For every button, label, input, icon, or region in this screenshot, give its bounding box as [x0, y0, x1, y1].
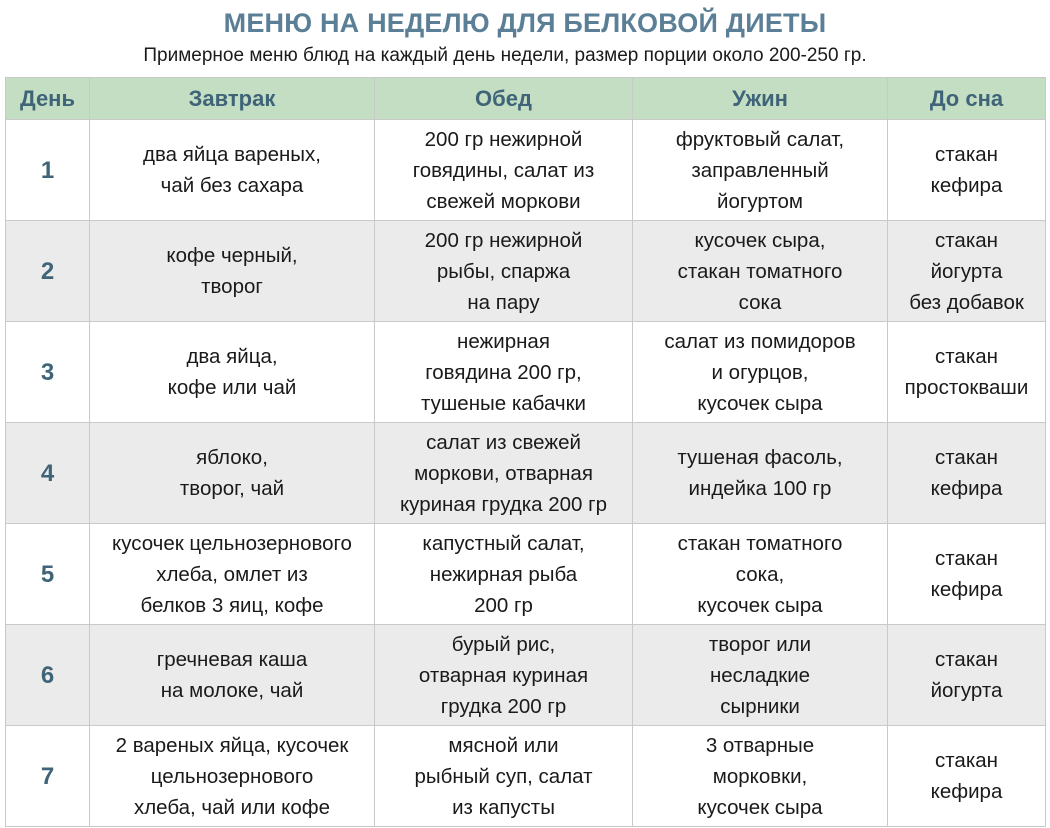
- cell-text-line: цельнозернового: [150, 764, 314, 788]
- table-body: [6, 120, 1046, 827]
- cell-text-line: творог: [201, 275, 263, 298]
- cell-text-line: кусочек сыра: [697, 795, 823, 819]
- cell-text-line: йогуртом: [717, 189, 803, 213]
- header-breakfast: Завтрак: [90, 78, 375, 120]
- dinner-cell: [633, 726, 888, 827]
- cell-text-line: хлеба, омлет из: [156, 562, 308, 586]
- cell-text-line: стакан: [935, 228, 998, 252]
- day-number-cell: 4: [6, 423, 90, 524]
- page-title: МЕНЮ НА НЕДЕЛЮ ДЛЯ БЕЛКОВОЙ ДИЕТЫ: [223, 8, 827, 38]
- cell-text-line: на молоке, чай: [160, 679, 304, 702]
- before-sleep-cell: [888, 726, 1046, 827]
- cell-text-line: несладкие: [709, 663, 811, 687]
- lunch-cell: [375, 322, 633, 423]
- cell-text-line: сока,: [735, 562, 785, 586]
- lunch-cell: [375, 120, 633, 221]
- dinner-cell: [633, 625, 888, 726]
- cell-text-line: йогурта: [930, 679, 1003, 702]
- cell-text-line: простокваши: [904, 376, 1029, 399]
- lunch-cell: [375, 221, 633, 322]
- cell-text-line: яблоко,: [196, 446, 268, 469]
- header-day: День: [6, 78, 90, 120]
- cell-text-line: сырники: [720, 694, 800, 718]
- table-row: [6, 423, 1046, 524]
- cell-text-line: 200 гр: [474, 593, 533, 617]
- cell-text-line: 3 отварные: [705, 733, 815, 757]
- cell-text-line: стакан: [935, 648, 998, 671]
- cell-text-line: стакан томатного: [677, 259, 843, 283]
- cell-text-line: и огурцов,: [711, 360, 809, 384]
- cell-text-line: рыбный суп, салат: [414, 764, 593, 788]
- cell-text-line: кофе черный,: [166, 244, 298, 267]
- cell-text-line: 2 вареных яйца, кусочек: [115, 733, 349, 757]
- breakfast-cell: [90, 120, 375, 221]
- page-subtitle: Примерное меню блюд на каждый день недели, размер порции около 200-250 гр.: [143, 45, 867, 66]
- cell-text-line: грудка 200 гр: [440, 694, 567, 718]
- weekly-menu-table: [5, 77, 1046, 827]
- before-sleep-cell: [888, 221, 1046, 322]
- table-row: [6, 221, 1046, 322]
- cell-text-line: заправленный: [691, 158, 829, 182]
- cell-text-line: кефира: [930, 477, 1003, 500]
- breakfast-cell: [90, 423, 375, 524]
- cell-text-line: стакан: [935, 345, 998, 368]
- cell-text-line: капустный салат,: [422, 531, 585, 555]
- table-row: [6, 524, 1046, 625]
- cell-text-line: кефира: [930, 780, 1003, 803]
- cell-text-line: салат из помидоров: [664, 329, 856, 353]
- cell-text-line: стакан: [935, 446, 998, 469]
- cell-text-line: стакан: [935, 143, 998, 166]
- cell-text-line: свежей моркови: [426, 189, 581, 213]
- before-sleep-cell: [888, 625, 1046, 726]
- dinner-cell: [633, 120, 888, 221]
- breakfast-cell: [90, 625, 375, 726]
- dinner-cell: [633, 221, 888, 322]
- cell-text-line: индейка 100 гр: [688, 477, 832, 500]
- table-row: [6, 625, 1046, 726]
- day-number-cell: 1: [6, 120, 90, 221]
- cell-text-line: бурый рис,: [451, 632, 556, 656]
- cell-text-line: фруктовый салат,: [675, 127, 845, 151]
- cell-text-line: салат из свежей: [426, 430, 581, 454]
- day-number-cell: 3: [6, 322, 90, 423]
- table-header-row: [6, 78, 1046, 120]
- day-number-cell: 5: [6, 524, 90, 625]
- cell-text-line: два яйца,: [186, 345, 278, 368]
- cell-text-line: стакан: [935, 749, 998, 772]
- cell-text-line: мясной или: [448, 733, 559, 757]
- table-row: [6, 726, 1046, 827]
- lunch-cell: [375, 423, 633, 524]
- cell-text-line: говядины, салат из: [412, 158, 595, 182]
- breakfast-cell: [90, 726, 375, 827]
- cell-text-line: стакан томатного: [677, 531, 843, 555]
- cell-text-line: рыбы, спаржа: [436, 259, 571, 283]
- cell-text-line: отварная куриная: [418, 663, 589, 687]
- header-lunch: Обед: [375, 78, 633, 120]
- cell-text-line: моркови, отварная: [414, 461, 593, 485]
- cell-text-line: кефира: [930, 578, 1003, 601]
- cell-text-line: гречневая каша: [156, 648, 308, 671]
- before-sleep-cell: [888, 322, 1046, 423]
- cell-text-line: кефира: [930, 174, 1003, 197]
- cell-text-line: на пару: [467, 290, 540, 314]
- cell-text-line: йогурта: [930, 259, 1003, 283]
- cell-text-line: чай без сахара: [160, 174, 304, 197]
- cell-text-line: тушеные кабачки: [420, 391, 586, 415]
- day-number-cell: 2: [6, 221, 90, 322]
- table-row: [6, 322, 1046, 423]
- cell-text-line: из капусты: [452, 795, 555, 819]
- breakfast-cell: [90, 524, 375, 625]
- cell-text-line: два яйца вареных,: [143, 143, 321, 166]
- cell-text-line: тушеная фасоль,: [677, 446, 843, 469]
- cell-text-line: морковки,: [712, 764, 808, 788]
- cell-text-line: говядина 200 гр,: [425, 360, 582, 384]
- cell-text-line: хлеба, чай или кофе: [133, 795, 331, 819]
- cell-text-line: творог, чай: [179, 477, 285, 500]
- cell-text-line: куриная грудка 200 гр: [399, 492, 608, 516]
- before-sleep-cell: [888, 120, 1046, 221]
- breakfast-cell: [90, 322, 375, 423]
- header-dinner: Ужин: [633, 78, 888, 120]
- cell-text-line: кусочек сыра: [697, 391, 823, 415]
- cell-text-line: нежирная: [457, 329, 550, 353]
- cell-text-line: кусочек цельнозернового: [112, 531, 352, 555]
- lunch-cell: [375, 524, 633, 625]
- cell-text-line: без добавок: [909, 290, 1024, 314]
- day-number-cell: 7: [6, 726, 90, 827]
- lunch-cell: [375, 726, 633, 827]
- breakfast-cell: [90, 221, 375, 322]
- before-sleep-cell: [888, 524, 1046, 625]
- cell-text-line: кусочек сыра,: [694, 228, 826, 252]
- cell-text-line: нежирная рыба: [429, 562, 578, 586]
- cell-text-line: 200 гр нежирной: [424, 127, 583, 151]
- dinner-cell: [633, 322, 888, 423]
- dinner-cell: [633, 524, 888, 625]
- cell-text-line: 200 гр нежирной: [424, 228, 583, 252]
- cell-text-line: белков 3 яиц, кофе: [140, 593, 324, 617]
- before-sleep-cell: [888, 423, 1046, 524]
- cell-text-line: стакан: [935, 547, 998, 570]
- cell-text-line: кусочек сыра: [697, 593, 823, 617]
- day-number-cell: 6: [6, 625, 90, 726]
- table-row: [6, 120, 1046, 221]
- lunch-cell: [375, 625, 633, 726]
- header-before-sleep: До сна: [888, 78, 1046, 120]
- dinner-cell: [633, 423, 888, 524]
- cell-text-line: кофе или чай: [167, 376, 297, 399]
- cell-text-line: сока: [738, 290, 782, 314]
- cell-text-line: творог или: [708, 632, 812, 656]
